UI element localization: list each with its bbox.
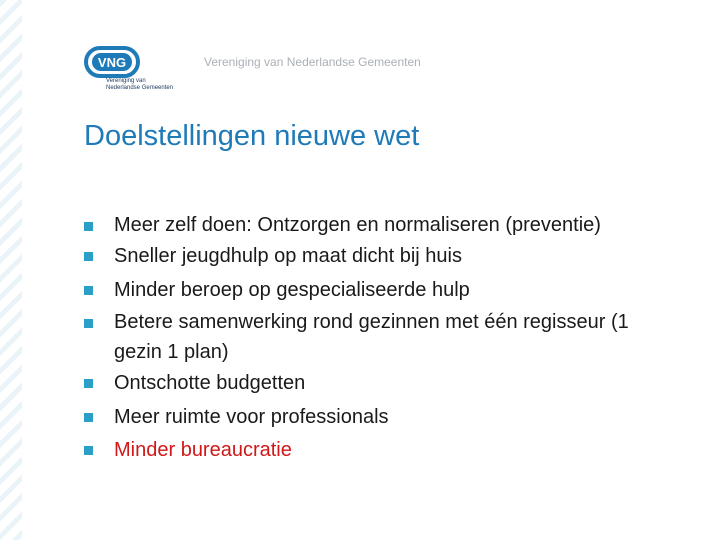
bullet-marker-icon bbox=[84, 379, 93, 388]
bullet-text: Sneller jeugdhulp op maat dicht bij huis bbox=[114, 245, 462, 267]
vng-logo-badge bbox=[84, 42, 142, 80]
bullet-text: Minder bureaucratie bbox=[114, 439, 292, 461]
bullet-list bbox=[84, 210, 674, 468]
bullet-item bbox=[84, 240, 674, 274]
logo-subtitle bbox=[106, 78, 173, 92]
logo-subtitle-line2: Nederlandse Gemeenten bbox=[106, 85, 174, 91]
bullet-marker-icon bbox=[84, 319, 93, 328]
bullet-text: Betere samenwerking rond gezinnen met één regisseur (1 gezin 1 plan) bbox=[114, 311, 629, 363]
vng-logo bbox=[84, 42, 184, 98]
bullet-marker-icon bbox=[84, 446, 93, 455]
bullet-text: Meer zelf doen: Ontzorgen en normaliseren (preventie) bbox=[114, 214, 601, 236]
bullet-item bbox=[84, 401, 674, 435]
bullet-text: Meer ruimte voor professionals bbox=[114, 405, 389, 428]
bullet-marker-icon bbox=[84, 252, 93, 261]
bullet-item bbox=[84, 210, 674, 240]
bullet-item bbox=[84, 434, 674, 468]
bullet-text: Minder beroep op gespecialiseerde hulp bbox=[114, 278, 470, 301]
bullet-item bbox=[84, 307, 674, 367]
bullet-marker-icon bbox=[84, 286, 93, 295]
logo-text: VNG bbox=[97, 55, 127, 70]
slide-title: Doelstellingen nieuwe wet bbox=[84, 120, 420, 152]
bullet-marker-icon bbox=[84, 413, 93, 422]
organization-name: Vereniging van Nederlandse Gemeenten bbox=[204, 55, 421, 69]
logo-subtitle-line1: Vereniging van bbox=[106, 78, 146, 84]
bullet-text: Ontschotte budgetten bbox=[114, 372, 306, 394]
bullet-item bbox=[84, 367, 674, 401]
bullet-marker-icon bbox=[84, 222, 93, 231]
decorative-side-stripe bbox=[0, 0, 22, 540]
bullet-item bbox=[84, 274, 674, 308]
